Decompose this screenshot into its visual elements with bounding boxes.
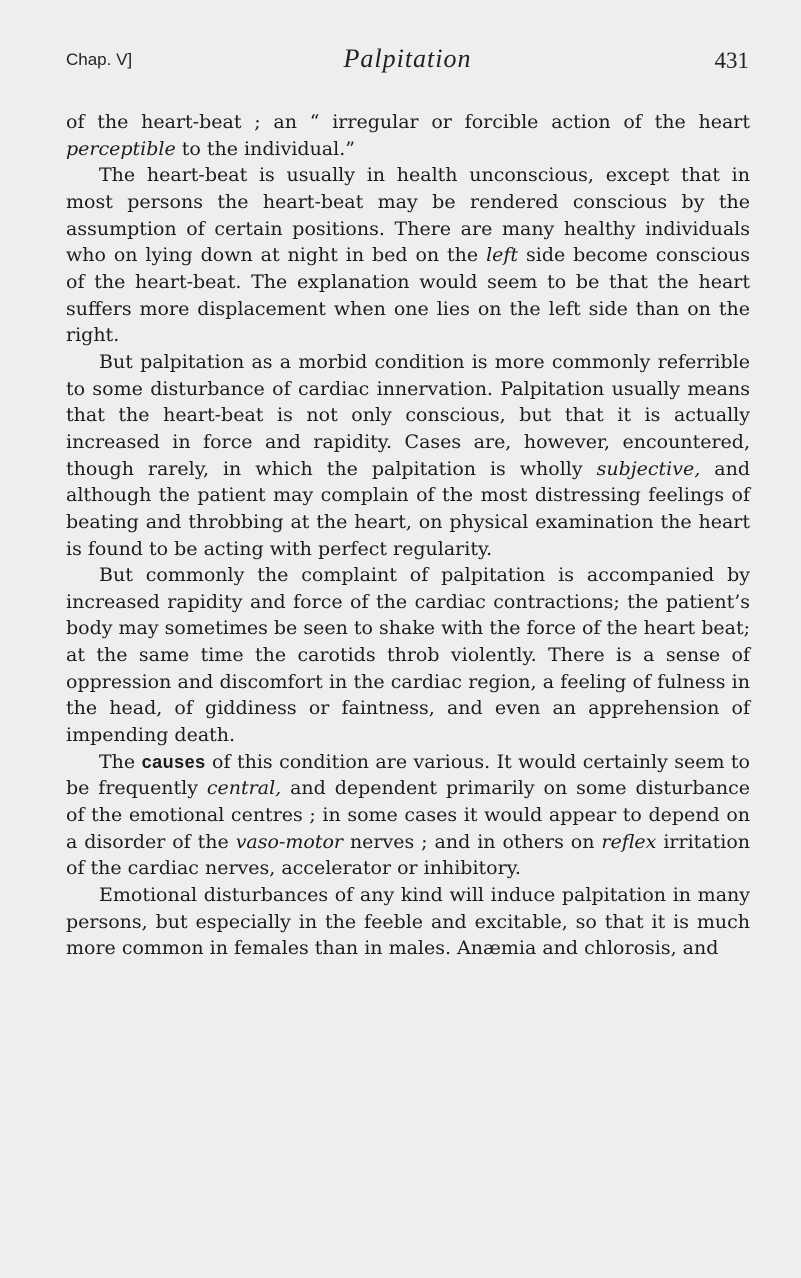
paragraph-2: The heart-beat is usually in health unconscious, except that in most persons the heart-beat may be rendered conscious by the assumption of certain positions. There are many healthy individuals who on lying down at night in bed on the left side become conscious of the heart-beat. The explanation would seem to be that the heart suffers more displacement when one lies on the left side than on the right.: [66, 164, 750, 347]
paragraph-6: Emotional disturbances of any kind will induce palpitation in many persons, but especially in the feeble and excitable, so that it is much more common in females than in males. Anæmia and chlorosis, and: [66, 884, 750, 960]
paragraph-5: The causes of this condition are various. It would certainly seem to be frequently central, and dependent primarily on some disturbance of the emotional centres ; in some cases it would appear to depend on a disorder of the vaso-motor nerves ; and in others on reflex irritation of the cardiac nerves, accelerator or inhibitory.: [66, 750, 751, 880]
page-header: [66, 44, 749, 84]
paragraph-1: of the heart-beat ; an “ irregular or forcible action of the heart perceptible to the individual.”: [66, 111, 750, 160]
chapter-label: Chap. V]: [66, 50, 133, 69]
page-number: 431: [714, 48, 749, 73]
body-text: [66, 109, 750, 962]
causes-term: causes: [141, 751, 206, 772]
paragraph-4: But commonly the complaint of palpitation is accompanied by increased rapidity and force of the cardiac contractions; the patient’s body may sometimes be seen to shake with the force of the heart beat; at the same time the carotids throb violently. There is a sense of oppression and discomfort in the cardiac region, a feeling of fulness in the head, of giddiness or faintness, and even an apprehension of impending death.: [66, 564, 750, 747]
running-title: Palpitation: [343, 44, 472, 73]
paragraph-3: But palpitation as a morbid condition is more commonly referrible to some disturbance of cardiac innervation. Palpitation usually means that the heart-beat is not only conscious, but that it is actually increased in force and rapidity. Cases are, however, encountered, though rarely, in which the palpitation is wholly subjective, and although the patient may complain of the most distressing feelings of beating and throbbing at the heart, on physical examination the heart is found to be acting with perfect regularity.: [66, 350, 750, 560]
